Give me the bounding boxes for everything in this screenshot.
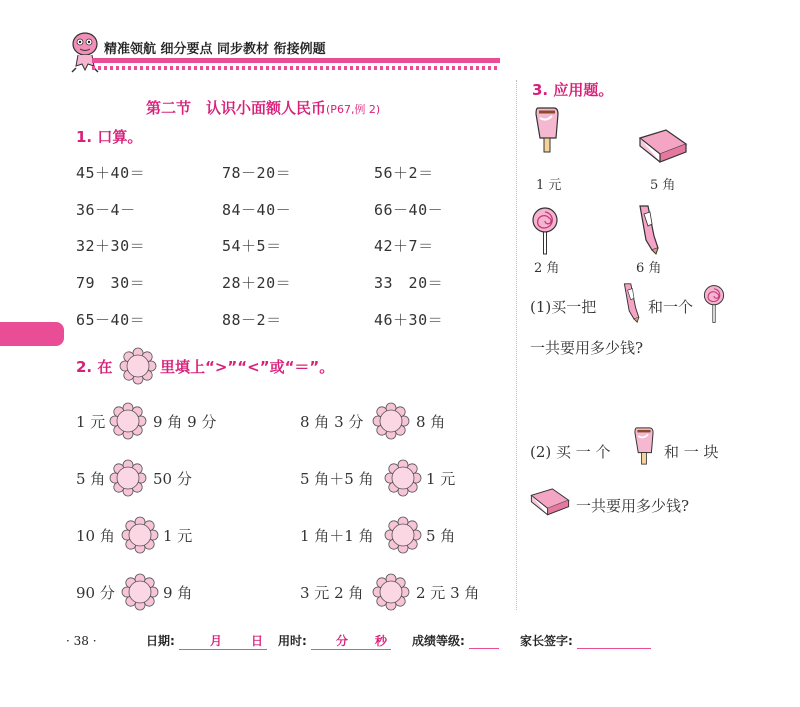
compare-blank[interactable] <box>109 459 147 497</box>
compare-left: 1 元 <box>76 413 106 431</box>
problem-2-mid: 和 一 块 <box>664 443 719 461</box>
column-divider <box>516 80 517 610</box>
compare-left: 3 元 2 角 <box>300 584 364 602</box>
section-ref: (P67,例 2) <box>326 103 381 116</box>
compare-left: 90 分 <box>76 584 115 602</box>
item-price: 5 角 <box>650 178 676 193</box>
eraser-icon <box>636 124 690 166</box>
pencil-icon <box>632 204 662 256</box>
q1-expr: 32＋30＝ <box>76 237 146 255</box>
footer-sign <box>520 632 651 649</box>
q1-expr: 33 20＝ <box>374 274 444 292</box>
section-title-text: 第二节 认识小面额人民币 <box>146 99 327 117</box>
q1-expr: 42＋7＝ <box>374 237 434 255</box>
q1-expr: 36－4－ <box>76 201 136 219</box>
q1-expr: 88－2＝ <box>222 311 282 329</box>
minute-label: 分 <box>335 634 348 648</box>
header-subtitle: 精准领航 细分要点 同步教材 衔接例题 <box>104 42 326 57</box>
q2-heading-pre: 2. 在 <box>76 358 113 376</box>
item-price: 2 角 <box>534 261 560 276</box>
q1-heading: 1. 口算。 <box>76 128 143 146</box>
compare-blank[interactable] <box>384 516 422 554</box>
section-title <box>146 97 380 118</box>
q1-expr: 56＋2＝ <box>374 164 434 182</box>
lollipop-icon <box>702 284 726 324</box>
compare-blank[interactable] <box>121 573 159 611</box>
q1-expr: 65－40＝ <box>76 311 146 329</box>
header-dots <box>92 66 500 70</box>
q1-expr: 54＋5＝ <box>222 237 282 255</box>
item-price: 1 元 <box>536 178 562 193</box>
time-label: 用时: <box>278 634 307 648</box>
ice-cream-icon <box>630 424 658 468</box>
compare-blank[interactable] <box>384 459 422 497</box>
date-label: 日期: <box>146 634 175 648</box>
grade-blank[interactable] <box>469 634 499 649</box>
day-blank[interactable] <box>231 632 267 650</box>
lollipop-icon <box>530 206 560 256</box>
q1-expr: 45＋40＝ <box>76 164 146 182</box>
compare-right: 50 分 <box>153 470 192 488</box>
compare-blank[interactable] <box>372 573 410 611</box>
q3-heading: 3. 应用题。 <box>532 81 614 99</box>
compare-right: 9 角 9 分 <box>153 413 217 431</box>
footer-grade <box>412 632 499 649</box>
footer-time <box>278 632 391 650</box>
ice-cream-icon <box>530 104 564 156</box>
compare-left: 10 角 <box>76 527 115 545</box>
minute-blank[interactable] <box>311 632 355 650</box>
compare-right: 1 元 <box>426 470 456 488</box>
compare-left: 1 角＋1 角 <box>300 527 374 545</box>
q1-expr: 46＋30＝ <box>374 311 444 329</box>
eraser-icon <box>528 484 572 518</box>
second-label: 秒 <box>374 634 387 648</box>
q1-expr: 66－40－ <box>374 201 444 219</box>
sign-blank[interactable] <box>577 634 651 649</box>
problem-2-question: 一共要用多少钱? <box>576 497 690 515</box>
compare-left: 5 角 <box>76 470 106 488</box>
problem-2-pre: (2) 买 一 个 <box>530 443 611 461</box>
problem-1-mid: 和一个 <box>648 298 694 316</box>
header-bar <box>92 58 500 63</box>
compare-right: 9 角 <box>163 584 193 602</box>
day-label: 日 <box>250 634 263 648</box>
compare-right: 8 角 <box>416 413 446 431</box>
compare-left: 5 角＋5 角 <box>300 470 374 488</box>
grade-label: 成绩等级: <box>412 634 465 648</box>
compare-blank[interactable] <box>121 516 159 554</box>
sign-label: 家长签字: <box>520 634 573 648</box>
q1-expr: 84－40－ <box>222 201 292 219</box>
q1-expr: 28＋20＝ <box>222 274 292 292</box>
compare-right: 1 元 <box>163 527 193 545</box>
footer-date <box>146 632 267 650</box>
pencil-icon <box>618 282 642 324</box>
q1-expr: 79 30＝ <box>76 274 146 292</box>
compare-blank[interactable] <box>109 402 147 440</box>
problem-1-pre: (1)买一把 <box>530 298 597 316</box>
page-number: · 38 · <box>66 634 97 648</box>
q2-heading <box>76 356 112 377</box>
month-label: 月 <box>209 634 222 648</box>
second-blank[interactable] <box>355 632 391 650</box>
side-tab <box>0 322 64 346</box>
compare-blank[interactable] <box>372 402 410 440</box>
item-price: 6 角 <box>636 261 662 276</box>
flower-icon <box>119 347 157 385</box>
q1-expr: 78－20＝ <box>222 164 292 182</box>
month-blank[interactable] <box>179 632 231 650</box>
compare-left: 8 角 3 分 <box>300 413 364 431</box>
compare-right: 2 元 3 角 <box>416 584 480 602</box>
q2-heading-post: 里填上“>”“<”或“＝”。 <box>160 358 335 376</box>
compare-right: 5 角 <box>426 527 456 545</box>
problem-1-question: 一共要用多少钱? <box>530 339 644 357</box>
